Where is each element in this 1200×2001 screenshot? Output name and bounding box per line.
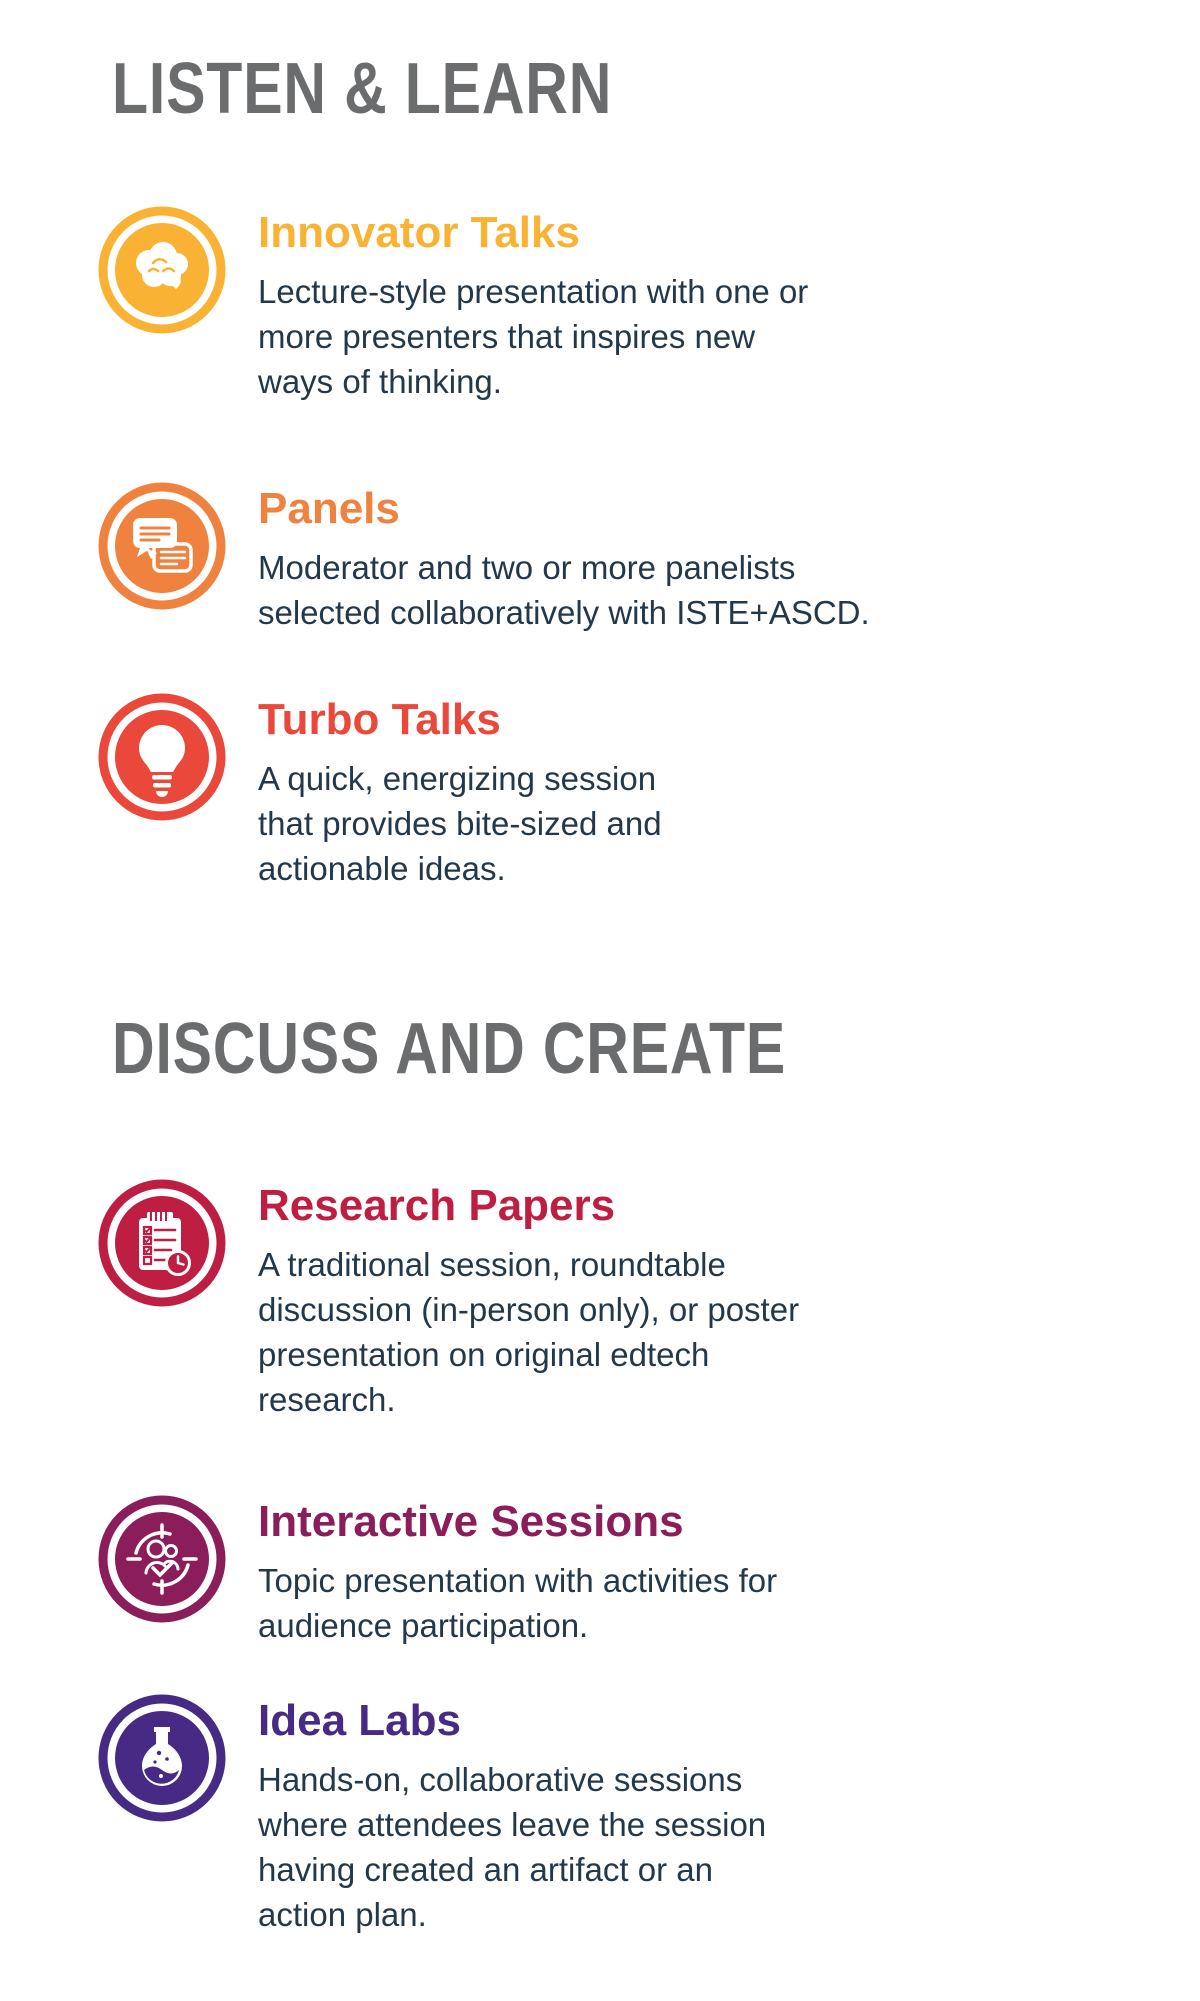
item-description: Hands-on, collaborative sessions where attendees leave the session having created an artifact or an action plan. [258, 1761, 767, 1933]
item-title: Research Papers [258, 1181, 616, 1230]
section-heading-listen-learn: LISTEN & LEARN [112, 49, 613, 129]
item-description: A quick, energizing session that provides bite-sized and actionable ideas. [258, 760, 662, 887]
brain-icon [97, 205, 227, 335]
item-title: Idea Labs [258, 1696, 461, 1745]
lightbulb-icon [97, 692, 227, 822]
chat-bubbles-icon [97, 481, 227, 611]
target-audience-icon [97, 1494, 227, 1624]
item-description: Topic presentation with activities for audience participation. [258, 1562, 778, 1644]
item-title: Panels [258, 484, 400, 533]
item-description: A traditional session, roundtable discussion (in-person only), or poster presentation on original edtech research. [258, 1246, 800, 1418]
flask-icon [97, 1693, 227, 1823]
item-title: Interactive Sessions [258, 1497, 684, 1546]
section-heading-discuss-create: DISCUSS AND CREATE [112, 1009, 787, 1089]
item-description: Moderator and two or more panelists selected collaboratively with ISTE+ASCD. [258, 549, 870, 631]
item-title: Innovator Talks [258, 208, 580, 257]
item-title: Turbo Talks [258, 695, 501, 744]
item-description: Lecture-style presentation with one or more presenters that inspires new ways of thinking. [258, 273, 809, 400]
research-checklist-icon [97, 1178, 227, 1308]
